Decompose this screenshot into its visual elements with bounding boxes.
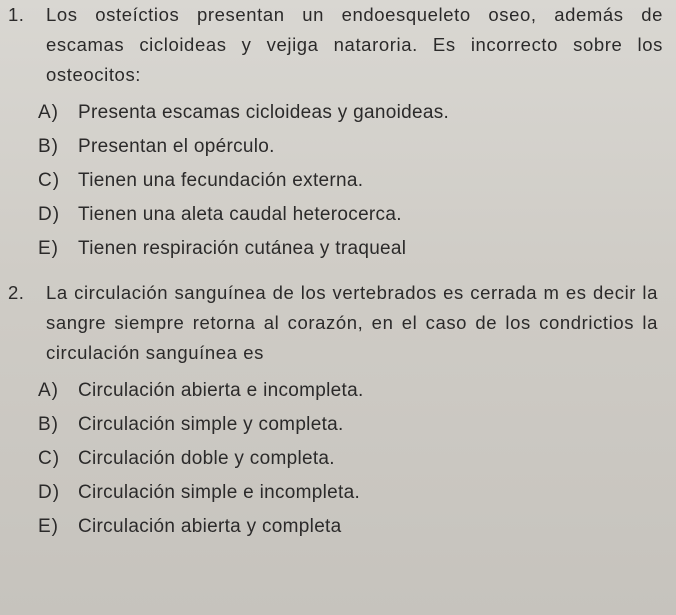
option-text: Tienen una fecundación externa. bbox=[78, 170, 364, 191]
option-text: Circulación abierta y completa bbox=[78, 516, 342, 537]
option-letter: A) bbox=[38, 102, 59, 123]
option-letter: E) bbox=[38, 238, 59, 259]
option-letter: D) bbox=[38, 204, 61, 225]
option-c bbox=[38, 164, 663, 198]
option-letter: B) bbox=[38, 136, 59, 157]
question-1 bbox=[8, 0, 663, 266]
option-text: Presentan el opérculo. bbox=[78, 136, 275, 157]
option-text: Tienen respiración cutánea y traqueal bbox=[78, 238, 407, 259]
option-text: Circulación doble y completa. bbox=[78, 448, 335, 469]
option-text: Tienen una aleta caudal heterocerca. bbox=[78, 204, 402, 225]
question-text: La circulación sanguínea de los vertebrados es cerrada m es decir la sangre siempre retorna al corazón, en el caso de los condrictios la circulación sanguínea es bbox=[46, 282, 658, 363]
options-list bbox=[38, 96, 663, 266]
options-list bbox=[38, 374, 658, 544]
option-letter: B) bbox=[38, 414, 59, 435]
option-letter: E) bbox=[38, 516, 59, 537]
question-2 bbox=[8, 278, 658, 544]
option-e bbox=[38, 510, 658, 544]
option-b bbox=[38, 130, 663, 164]
option-letter: D) bbox=[38, 482, 61, 503]
option-c bbox=[38, 442, 658, 476]
option-text: Circulación simple y completa. bbox=[78, 414, 344, 435]
option-text: Circulación abierta e incompleta. bbox=[78, 380, 364, 401]
option-d bbox=[38, 476, 658, 510]
option-letter: C) bbox=[38, 170, 61, 191]
option-text: Presenta escamas cicloideas y ganoideas. bbox=[78, 102, 450, 123]
question-number: 2. bbox=[8, 282, 25, 303]
option-text: Circulación simple e incompleta. bbox=[78, 482, 361, 503]
option-letter: C) bbox=[38, 448, 61, 469]
option-letter: A) bbox=[38, 380, 59, 401]
question-text: Los osteíctios presentan un endoesqueleto oseo, además de escamas cicloideas y vejiga nataroria. Es incorrecto sobre los osteocitos: bbox=[46, 4, 663, 85]
option-b bbox=[38, 408, 658, 442]
option-d bbox=[38, 198, 663, 232]
question-number: 1. bbox=[8, 4, 25, 25]
question-stem bbox=[8, 0, 663, 90]
option-a bbox=[38, 374, 658, 408]
option-a bbox=[38, 96, 663, 130]
option-e bbox=[38, 232, 663, 266]
question-stem bbox=[8, 278, 658, 368]
